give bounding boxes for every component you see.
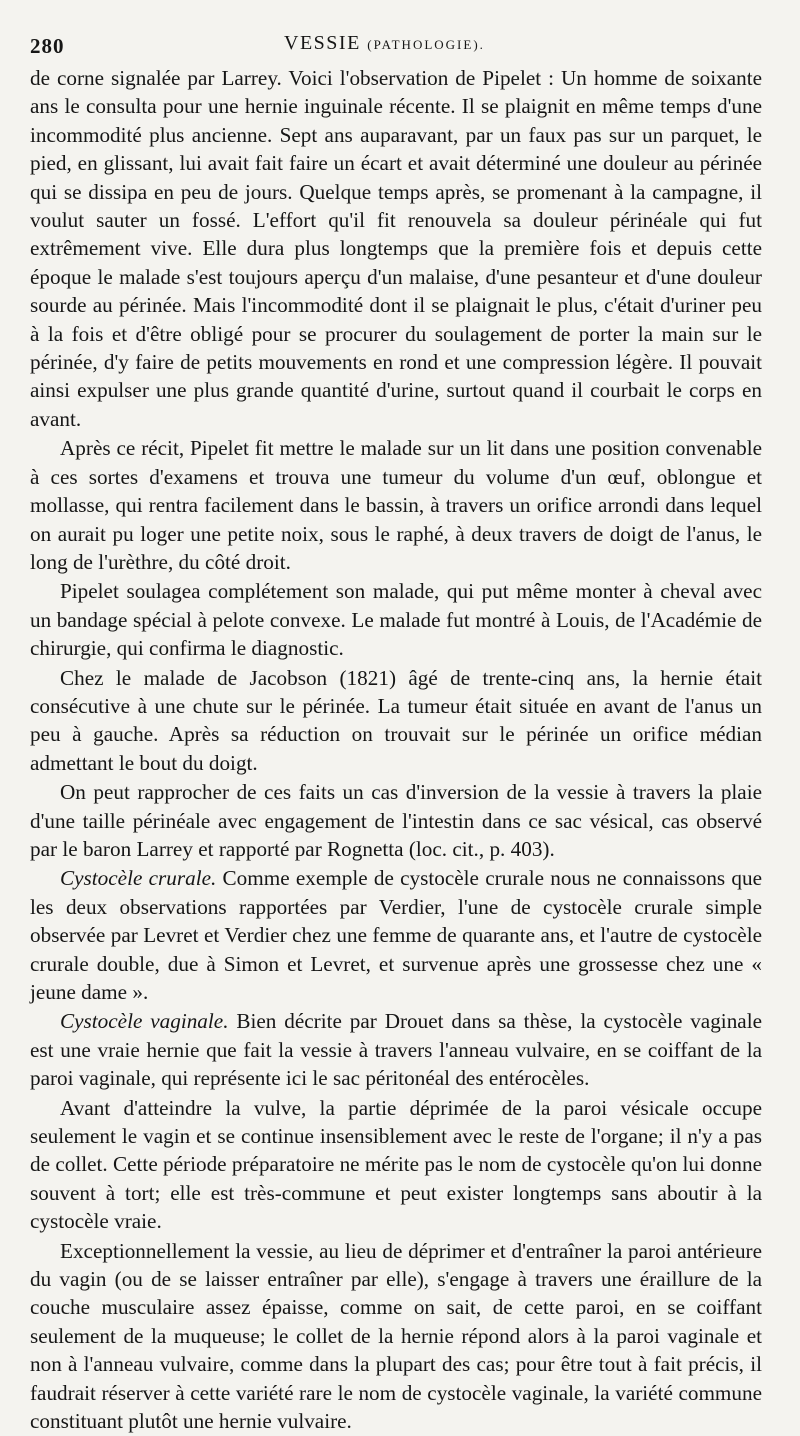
paragraph-text: On peut rapprocher de ces faits un cas d'inversion de la vessie à travers la plaie d'une taille périnéale avec engagement de l'intestin dans ce sac vésical, cas observé par le baron Larrey et rapporté par Rognetta (loc. cit., p. 403). [30, 780, 762, 861]
paragraph-exceptionnellement [30, 1237, 762, 1436]
running-head-title: VESSIE [284, 32, 361, 54]
running-head-section: (PATHOLOGIE). [367, 37, 485, 52]
paragraph-text: Exceptionnellement la vessie, au lieu de déprimer et d'entraîner la paroi antérieure du vagin (ou de se laisser entraîner par elle), s'engage à travers une éraillure de la couche musculaire assez épaisse, comme on sait, de cette paroi, en se coiffant seulement de la muqueuse; le collet de la hernie répond alors à la paroi vaginale et non à l'anneau vulvaire, comme dans la plupart des cas; pour être tout à fait précis, il faudrait réserver à cette variété rare le nom de cystocèle vaginale, la variété commune constituant plutôt une hernie vulvaire. [30, 1238, 762, 1434]
paragraph-pipelet-observation [30, 64, 762, 433]
paragraph-text: Avant d'atteindre la vulve, la partie déprimée de la paroi vésicale occupe seulement le vagin et se continue insensiblement avec le reste de l'organe; il n'y a pas de collet. Cette période préparatoire ne mérite pas le nom de cystocèle qu'on lui donne souvent à tort; elle est très-commune et peut exister longtemps sans aboutir à la cystocèle vraie. [30, 1095, 762, 1234]
paragraph-pipelet-result [30, 577, 762, 662]
paragraph-pipelet-exam [30, 434, 762, 576]
paragraph-cystocele-vaginale [30, 1007, 762, 1092]
page-header [30, 28, 762, 64]
paragraph-jacobson [30, 664, 762, 778]
paragraph-text: Après ce récit, Pipelet fit mettre le malade sur un lit dans une position convenable à ces sortes d'examens et trouva une tumeur du volume d'un œuf, oblongue et mollasse, qui rentra facilement dans le bassin, à travers un orifice arrondi dans lequel on aurait pu loger une petite noix, sous le raphé, à deux travers de doigt de l'anus, le long de l'urèthre, du côté droit. [30, 436, 762, 574]
body-text [30, 64, 762, 1436]
page-number: 280 [30, 34, 65, 58]
paragraph-text: Pipelet soulagea complétement son malade, qui put même monter à cheval avec un bandage spécial à pelote convexe. Le malade fut montré à Louis, de l'Académie de chirurgie, qui confirma le diagnostic. [30, 579, 762, 661]
paragraph-text: Comme exemple de cystocèle crurale nous ne connaissons que les deux observations rapportées par Verdier, l'une de cystocèle crurale simple observée par Levret et Verdier chez une femme de quarante ans, et l'autre de cystocèle crurale double, due à Simon et Levret, et survenue après une grossesse chez une « jeune dame ». [30, 866, 763, 1004]
section-heading: Cystocèle crurale. [60, 866, 217, 891]
paragraph-text: de corne signalée par Larrey. Voici l'observation de Pipelet : Un homme de soixante ans le consulta pour une hernie inguinale récente. Il se plaignit en même temps d'une incommodité plus ancienne. Sept ans auparavant, par un faux pas sur un parquet, le pied, en glissant, lui avait fait faire un écart et avait déterminé une douleur au périnée qui se dissipa en peu de jours. Quelque temps après, se promenant à la campagne, il voulut sauter un fossé. L'effort qu'il fit renouvela sa douleur périnéale qui fut extrêmement vive. Elle dura plus longtemps que la première fois et depuis cette époque le malade s'est toujours aperçu d'un malaise, d'une pesanteur et d'une douleur sourde au périnée. Mais l'incommodité dont il se plaignait le plus, c'était d'uriner peu à la fois et d'être obligé pour se procurer du soulagement de porter la main sur le périnée, d'y faire de petits mouvements en rond et une compression légère. Il pouvait ainsi expulser une plus grande quantité d'urine, surtout quand il courbait le corps en avant. [30, 66, 762, 431]
section-heading: Cystocèle vaginale. [60, 1009, 229, 1034]
paragraph-text: Bien décrite par Drouet dans sa thèse, la cystocèle vaginale est une vraie hernie que fait la vessie à travers l'anneau vulvaire, en se coiffant de la paroi vaginale, qui représente ici le sac péritonéal des entérocèles. [30, 1009, 762, 1091]
paragraph-larrey-inversion [30, 778, 762, 863]
paragraph-avant-vulve [30, 1094, 762, 1236]
paragraph-text: Chez le malade de Jacobson (1821) âgé de trente-cinq ans, la hernie était consécutive à une chute sur le périnée. La tumeur était située en avant de l'anus un peu à gauche. Après sa réduction on trouvait sur le périnée un orifice médian admettant le bout du doigt. [30, 665, 762, 775]
running-head [284, 32, 485, 55]
paragraph-cystocele-crurale [30, 864, 762, 1006]
